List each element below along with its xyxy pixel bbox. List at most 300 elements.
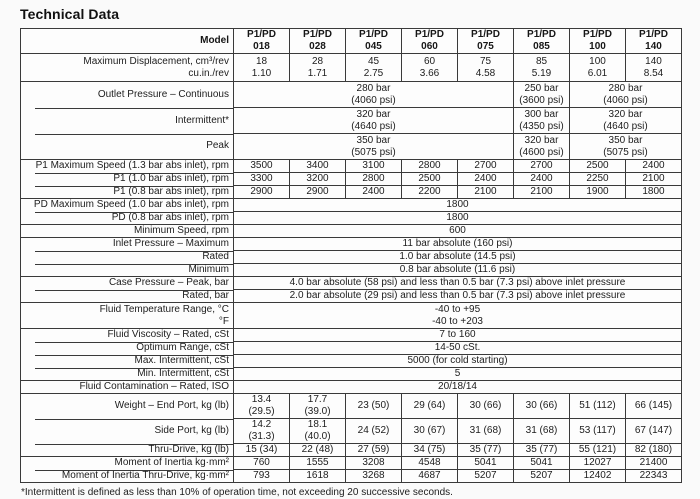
data-cell-weight-end-port-5 (514, 394, 570, 419)
cell-line: 55 (121) (578, 444, 617, 455)
header-row (21, 29, 682, 54)
data-cell-weight-thru-drive-7 (626, 444, 682, 457)
cell-line: 5207 (530, 470, 553, 481)
label-line: PD (0.8 bar abs inlet), rpm (111, 211, 229, 223)
table-row-inlet-pressure-maximum (21, 238, 682, 251)
data-cell-moment-of-inertia-thru-drive-2 (346, 470, 402, 483)
cell-line: 3400 (306, 160, 329, 171)
row-label-inlet-pressure-maximum (21, 238, 234, 251)
cell-line: 3100 (362, 160, 385, 171)
row-label-fluid-viscosity-optimum (21, 342, 234, 355)
cell-line: 7 to 160 (439, 329, 476, 340)
label-line: Fluid Viscosity – Rated, cSt (107, 329, 229, 341)
data-cell-moment-of-inertia-thru-drive-6 (570, 470, 626, 483)
data-cell-weight-thru-drive-0 (234, 444, 290, 457)
data-cell-weight-end-port-0 (234, 394, 290, 419)
row-label-p1-speed-1-0 (21, 173, 234, 186)
label-line: Outlet Pressure – Continuous (97, 88, 229, 100)
cell-line: 28 (311, 55, 324, 67)
cell-line: (3600 psi) (519, 94, 564, 106)
data-cell-fluid-viscosity-rated-0 (234, 329, 682, 342)
cell-line: 2700 (530, 160, 553, 171)
technical-data-table (20, 28, 682, 483)
cell-line: 31 (68) (525, 425, 558, 436)
data-cell-max-displacement-3 (402, 54, 458, 82)
label-line: Rated, bar (182, 289, 229, 301)
table-header (21, 29, 682, 54)
cell-line: 12027 (583, 457, 612, 468)
data-cell-weight-thru-drive-6 (570, 444, 626, 457)
data-cell-fluid-viscosity-min-intermittent-0 (234, 368, 682, 381)
data-cell-weight-end-port-7 (626, 394, 682, 419)
row-label-p1-max-speed-1-3 (21, 160, 234, 173)
table-row-inlet-pressure-minimum (21, 264, 682, 277)
row-label-fluid-viscosity-min-intermittent (21, 368, 234, 381)
data-cell-p1-max-speed-1-3-1 (290, 160, 346, 173)
cell-line: 2500 (586, 160, 609, 171)
model-header-4: P1/PD 075 (458, 29, 514, 54)
row-label-fluid-viscosity-max-intermittent (21, 355, 234, 368)
cell-line: 8.54 (643, 67, 664, 79)
table-row-weight-end-port (21, 394, 682, 419)
table-row-inlet-pressure-rated (21, 251, 682, 264)
cell-line: 5207 (474, 470, 497, 481)
row-label-outlet-pressure-intermittent (21, 108, 234, 134)
label-line: Moment of Inertia kg·mm² (114, 457, 229, 469)
data-cell-max-displacement-7 (626, 54, 682, 82)
table-row-max-displacement (21, 54, 682, 82)
cell-line: (5075 psi) (351, 146, 396, 158)
data-cell-p1-max-speed-1-3-7 (626, 160, 682, 173)
data-cell-p1-speed-1-0-4 (458, 173, 514, 186)
cell-line: 45 (367, 55, 380, 67)
label-line: Min. Intermittent, cSt (137, 367, 229, 379)
label-line: Fluid Temperature Range, °C (99, 303, 229, 315)
cell-line: 2200 (418, 186, 441, 197)
cell-line: 3300 (250, 173, 273, 184)
cell-line: 4.58 (475, 67, 496, 79)
cell-line: 51 (112) (579, 400, 616, 411)
label-line: Thru-Drive, kg (lb) (148, 443, 229, 455)
cell-line: 14-50 cSt. (434, 342, 481, 353)
label-line: Moment of Inertia Thru-Drive, kg·mm² (61, 469, 229, 481)
table-row-outlet-pressure-continuous (21, 82, 682, 108)
table-row-p1-max-speed-1-3 (21, 160, 682, 173)
cell-line: 20/18/14 (438, 381, 477, 392)
label-line: Inlet Pressure – Maximum (112, 238, 229, 250)
footnote-text: *Intermittent is defined as less than 10% of operation time, not exceeding 20 successive seconds. (21, 487, 453, 498)
cell-line: 1900 (586, 186, 609, 197)
data-cell-moment-of-inertia-5 (514, 457, 570, 470)
data-cell-fluid-temperature-range-0 (234, 303, 682, 329)
table-row-outlet-pressure-peak (21, 134, 682, 160)
page-title: Technical Data (20, 6, 120, 22)
data-cell-weight-thru-drive-4 (458, 444, 514, 457)
data-cell-p1-speed-0-8-6 (570, 186, 626, 199)
model-header-label: Model (21, 29, 234, 54)
label-line: P1 (1.0 bar abs inlet), rpm (113, 173, 229, 184)
row-label-weight-side-port (21, 419, 234, 444)
data-cell-moment-of-inertia-2 (346, 457, 402, 470)
cell-line: 1800 (446, 212, 469, 223)
data-cell-p1-speed-1-0-1 (290, 173, 346, 186)
cell-line: 34 (75) (413, 444, 446, 455)
data-cell-pd-speed-0-8-0 (234, 212, 682, 225)
table-row-fluid-viscosity-rated (21, 329, 682, 342)
cell-line: 2400 (642, 160, 665, 171)
row-label-max-displacement (21, 54, 234, 82)
cell-line: 3268 (362, 470, 385, 481)
data-cell-inlet-pressure-minimum-0 (234, 264, 682, 277)
data-cell-p1-speed-1-0-3 (402, 173, 458, 186)
cell-line: 2.75 (363, 67, 384, 79)
row-label-inlet-pressure-minimum (21, 264, 234, 277)
cell-line: 2900 (250, 186, 273, 197)
cell-line: 23 (50) (357, 400, 390, 411)
cell-line: 27 (59) (357, 444, 390, 455)
cell-line: 140 (645, 55, 662, 67)
row-label-minimum-speed (21, 225, 234, 238)
table-row-fluid-temperature-range (21, 303, 682, 329)
data-cell-moment-of-inertia-7 (626, 457, 682, 470)
label-line: Intermittent* (175, 114, 229, 126)
cell-line: 67 (147) (634, 425, 673, 436)
cell-line: 2100 (642, 173, 665, 184)
cell-line: 22 (48) (301, 444, 334, 455)
cell-line: 2800 (362, 173, 385, 184)
model-header-2: P1/PD 045 (346, 29, 402, 54)
cell-line: 3200 (306, 173, 329, 184)
cell-line: 5 (454, 368, 461, 379)
label-line: Rated (202, 251, 229, 262)
data-cell-outlet-pressure-intermittent-2 (570, 108, 682, 134)
cell-line: 793 (253, 470, 270, 481)
cell-line: 35 (77) (469, 444, 502, 455)
data-cell-max-displacement-5 (514, 54, 570, 82)
cell-line: 14.2 (31.3) (248, 419, 275, 442)
table-row-fluid-viscosity-max-intermittent (21, 355, 682, 368)
row-label-pd-max-speed-1-0 (21, 199, 234, 212)
cell-line: 280 bar (608, 82, 643, 94)
cell-line: (4600 psi) (519, 146, 564, 158)
cell-line: 2400 (362, 186, 385, 197)
label-line: °F (218, 315, 229, 327)
cell-line: 18 (255, 55, 268, 67)
cell-line: (4350 psi) (519, 120, 564, 132)
table-row-moment-of-inertia-thru-drive (21, 470, 682, 483)
data-cell-weight-thru-drive-1 (290, 444, 346, 457)
data-cell-moment-of-inertia-1 (290, 457, 346, 470)
cell-line: (5075 psi) (603, 146, 648, 158)
cell-line: 3500 (250, 160, 273, 171)
row-label-case-pressure-peak (21, 277, 234, 290)
data-cell-moment-of-inertia-thru-drive-7 (626, 470, 682, 483)
cell-line: 2.0 bar absolute (29 psi) and less than 0.5 bar (7.3 psi) above inlet pressure (289, 290, 626, 301)
cell-line: 2400 (530, 173, 553, 184)
cell-line: 1555 (306, 457, 329, 468)
data-cell-p1-speed-0-8-7 (626, 186, 682, 199)
data-cell-max-displacement-4 (458, 54, 514, 82)
cell-line: 22343 (639, 470, 668, 481)
cell-line: 29 (64) (413, 400, 446, 411)
model-header-6: P1/PD 100 (570, 29, 626, 54)
label-line: Max. Intermittent, cSt (134, 355, 229, 366)
data-cell-weight-end-port-3 (402, 394, 458, 419)
row-label-fluid-viscosity-rated (21, 329, 234, 342)
cell-line: 31 (68) (469, 425, 502, 436)
cell-line: 24 (52) (357, 425, 390, 436)
data-cell-weight-end-port-2 (346, 394, 402, 419)
cell-line: 6.01 (587, 67, 608, 79)
label-line: Optimum Range, cSt (136, 342, 229, 353)
data-cell-outlet-pressure-peak-2 (570, 134, 682, 160)
label-line: Fluid Contamination – Rated, ISO (79, 381, 229, 392)
data-cell-weight-side-port-3 (402, 419, 458, 444)
data-cell-outlet-pressure-peak-0 (234, 134, 514, 160)
row-label-p1-speed-0-8 (21, 186, 234, 199)
cell-line: 18.1 (40.0) (304, 419, 331, 442)
cell-line: 12402 (583, 470, 612, 481)
model-header-3: P1/PD 060 (402, 29, 458, 54)
data-cell-pd-max-speed-1-0-0 (234, 199, 682, 212)
data-cell-p1-speed-0-8-3 (402, 186, 458, 199)
table-row-moment-of-inertia (21, 457, 682, 470)
data-cell-max-displacement-0 (234, 54, 290, 82)
table-row-case-pressure-peak (21, 277, 682, 290)
label-line: cu.in./rev (188, 67, 229, 79)
cell-line: 760 (253, 457, 270, 468)
data-cell-weight-side-port-7 (626, 419, 682, 444)
label-line: P1 Maximum Speed (1.3 bar abs inlet), rpm (35, 160, 229, 172)
table-row-fluid-contamination (21, 381, 682, 394)
cell-line: 3.66 (419, 67, 440, 79)
data-cell-p1-speed-0-8-2 (346, 186, 402, 199)
label-line: PD Maximum Speed (1.0 bar abs inlet), rpm (33, 199, 229, 211)
table-row-minimum-speed (21, 225, 682, 238)
data-cell-outlet-pressure-intermittent-1 (514, 108, 570, 134)
label-line: Minimum Speed, rpm (133, 225, 229, 236)
cell-line: 2800 (418, 160, 441, 171)
cell-line: 53 (117) (579, 425, 616, 436)
row-label-pd-speed-0-8 (21, 212, 234, 225)
label-line: Side Port, kg (lb) (154, 425, 229, 436)
cell-line: 1.71 (307, 67, 328, 79)
data-cell-moment-of-inertia-thru-drive-3 (402, 470, 458, 483)
data-cell-p1-max-speed-1-3-4 (458, 160, 514, 173)
table-row-outlet-pressure-intermittent (21, 108, 682, 134)
data-cell-max-displacement-2 (346, 54, 402, 82)
data-cell-outlet-pressure-intermittent-0 (234, 108, 514, 134)
cell-line: 2700 (474, 160, 497, 171)
cell-line: 30 (66) (525, 400, 558, 411)
label-line: Minimum (188, 263, 229, 275)
row-label-weight-thru-drive (21, 444, 234, 457)
cell-line: 3208 (362, 457, 385, 468)
cell-line: 280 bar (356, 82, 391, 94)
table-row-pd-speed-0-8 (21, 212, 682, 225)
table-row-weight-thru-drive (21, 444, 682, 457)
cell-line: 2100 (474, 186, 497, 197)
data-cell-p1-max-speed-1-3-5 (514, 160, 570, 173)
cell-line: 5000 (for cold starting) (407, 355, 508, 366)
label-line: Maximum Displacement, cm³/rev (83, 55, 229, 67)
cell-line: 21400 (639, 457, 668, 468)
row-label-fluid-temperature-range (21, 303, 234, 329)
data-cell-outlet-pressure-continuous-1 (514, 82, 570, 108)
cell-line: 320 bar (356, 108, 391, 120)
data-cell-moment-of-inertia-thru-drive-5 (514, 470, 570, 483)
row-label-outlet-pressure-peak (21, 134, 234, 160)
data-cell-p1-max-speed-1-3-2 (346, 160, 402, 173)
cell-line: 1.0 bar absolute (14.5 psi) (399, 251, 516, 262)
data-cell-weight-thru-drive-5 (514, 444, 570, 457)
data-cell-weight-thru-drive-2 (346, 444, 402, 457)
cell-line: 30 (66) (469, 400, 502, 411)
data-cell-p1-speed-1-0-2 (346, 173, 402, 186)
cell-line: 600 (449, 225, 466, 236)
model-header-1: P1/PD 028 (290, 29, 346, 54)
cell-line: 17.7 (39.0) (304, 394, 331, 417)
data-cell-weight-side-port-2 (346, 419, 402, 444)
cell-line: 1618 (306, 470, 329, 481)
table-row-weight-side-port (21, 419, 682, 444)
data-cell-max-displacement-1 (290, 54, 346, 82)
cell-line: 13.4 (29.5) (248, 394, 275, 417)
cell-line: 5041 (474, 457, 497, 468)
cell-line: (4640 psi) (351, 120, 396, 132)
data-cell-outlet-pressure-continuous-0 (234, 82, 514, 108)
data-cell-weight-end-port-6 (570, 394, 626, 419)
table-row-case-pressure-rated (21, 290, 682, 303)
row-label-case-pressure-rated (21, 290, 234, 303)
cell-line: 2100 (530, 186, 553, 197)
table-row-p1-speed-1-0 (21, 173, 682, 186)
cell-line: 4.0 bar absolute (58 psi) and less than 0.5 bar (7.3 psi) above inlet pressure (289, 277, 626, 288)
data-cell-inlet-pressure-rated-0 (234, 251, 682, 264)
data-cell-weight-side-port-5 (514, 419, 570, 444)
model-header-0: P1/PD 018 (234, 29, 290, 54)
cell-line: 60 (423, 55, 436, 67)
data-cell-moment-of-inertia-thru-drive-4 (458, 470, 514, 483)
data-cell-minimum-speed-0 (234, 225, 682, 238)
model-header-7: P1/PD 140 (626, 29, 682, 54)
cell-line: 85 (535, 55, 548, 67)
cell-line: 1800 (642, 186, 665, 197)
table-row-fluid-viscosity-min-intermittent (21, 368, 682, 381)
cell-line: 320 bar (608, 108, 643, 120)
data-cell-max-displacement-6 (570, 54, 626, 82)
cell-line: 75 (479, 55, 492, 67)
data-cell-p1-speed-0-8-5 (514, 186, 570, 199)
row-label-inlet-pressure-rated (21, 251, 234, 264)
cell-line: 30 (67) (413, 425, 446, 436)
data-cell-fluid-viscosity-max-intermittent-0 (234, 355, 682, 368)
cell-line: 5041 (530, 457, 553, 468)
cell-line: 100 (589, 55, 606, 67)
cell-line: 320 bar (524, 134, 559, 146)
data-cell-weight-side-port-1 (290, 419, 346, 444)
cell-line: 350 bar (608, 134, 643, 146)
row-label-moment-of-inertia (21, 457, 234, 470)
cell-line: 0.8 bar absolute (11.6 psi) (399, 264, 516, 275)
data-cell-weight-side-port-6 (570, 419, 626, 444)
data-cell-moment-of-inertia-4 (458, 457, 514, 470)
cell-line: 300 bar (524, 108, 559, 120)
label-line: Weight – End Port, kg (lb) (114, 400, 229, 412)
data-cell-p1-speed-1-0-5 (514, 173, 570, 186)
label-line: Case Pressure – Peak, bar (108, 277, 229, 289)
cell-line: 15 (34) (245, 444, 278, 455)
table-row-p1-speed-0-8 (21, 186, 682, 199)
cell-line: 350 bar (356, 134, 391, 146)
data-cell-p1-speed-0-8-4 (458, 186, 514, 199)
row-label-outlet-pressure-continuous (21, 82, 234, 108)
row-label-weight-end-port (21, 394, 234, 419)
data-cell-p1-speed-1-0-7 (626, 173, 682, 186)
cell-line: 2250 (586, 173, 609, 184)
row-label-moment-of-inertia-thru-drive (21, 470, 234, 483)
data-cell-weight-end-port-4 (458, 394, 514, 419)
data-cell-moment-of-inertia-3 (402, 457, 458, 470)
data-cell-p1-speed-0-8-0 (234, 186, 290, 199)
data-cell-weight-side-port-4 (458, 419, 514, 444)
data-cell-weight-side-port-0 (234, 419, 290, 444)
cell-line: 5.19 (531, 67, 552, 79)
row-label-fluid-contamination (21, 381, 234, 394)
cell-line: -40 to +95 (434, 303, 481, 315)
table-row-fluid-viscosity-optimum (21, 342, 682, 355)
cell-line: 1.10 (251, 67, 272, 79)
cell-line: 2500 (418, 173, 441, 184)
data-cell-p1-speed-1-0-0 (234, 173, 290, 186)
data-cell-weight-thru-drive-3 (402, 444, 458, 457)
label-line: Peak (206, 140, 229, 152)
cell-line: 82 (180) (634, 444, 673, 455)
table-row-pd-max-speed-1-0 (21, 199, 682, 212)
cell-line: (4060 psi) (603, 94, 648, 106)
data-cell-moment-of-inertia-thru-drive-1 (290, 470, 346, 483)
cell-line: 2400 (474, 173, 497, 184)
data-cell-inlet-pressure-maximum-0 (234, 238, 682, 251)
cell-line: (4640 psi) (603, 120, 648, 132)
data-cell-outlet-pressure-continuous-2 (570, 82, 682, 108)
cell-line: 4687 (418, 470, 441, 481)
cell-line: (4060 psi) (351, 94, 396, 106)
cell-line: 11 bar absolute (160 psi) (402, 238, 513, 249)
cell-line: 1800 (446, 199, 469, 210)
data-cell-p1-speed-1-0-6 (570, 173, 626, 186)
cell-line: 66 (145) (634, 400, 673, 411)
data-cell-p1-max-speed-1-3-0 (234, 160, 290, 173)
data-cell-moment-of-inertia-thru-drive-0 (234, 470, 290, 483)
data-cell-fluid-contamination-0 (234, 381, 682, 394)
data-cell-fluid-viscosity-optimum-0 (234, 342, 682, 355)
cell-line: 2900 (306, 186, 329, 197)
cell-line: 4548 (418, 457, 441, 468)
data-cell-p1-max-speed-1-3-6 (570, 160, 626, 173)
data-cell-weight-end-port-1 (290, 394, 346, 419)
label-line: P1 (0.8 bar abs inlet), rpm (113, 185, 229, 197)
cell-line: -40 to +203 (432, 315, 483, 327)
data-cell-p1-max-speed-1-3-3 (402, 160, 458, 173)
model-header-5: P1/PD 085 (514, 29, 570, 54)
data-cell-moment-of-inertia-6 (570, 457, 626, 470)
data-cell-p1-speed-0-8-1 (290, 186, 346, 199)
data-cell-moment-of-inertia-0 (234, 457, 290, 470)
data-cell-outlet-pressure-peak-1 (514, 134, 570, 160)
cell-line: 250 bar (524, 82, 559, 94)
cell-line: 35 (77) (525, 444, 558, 455)
